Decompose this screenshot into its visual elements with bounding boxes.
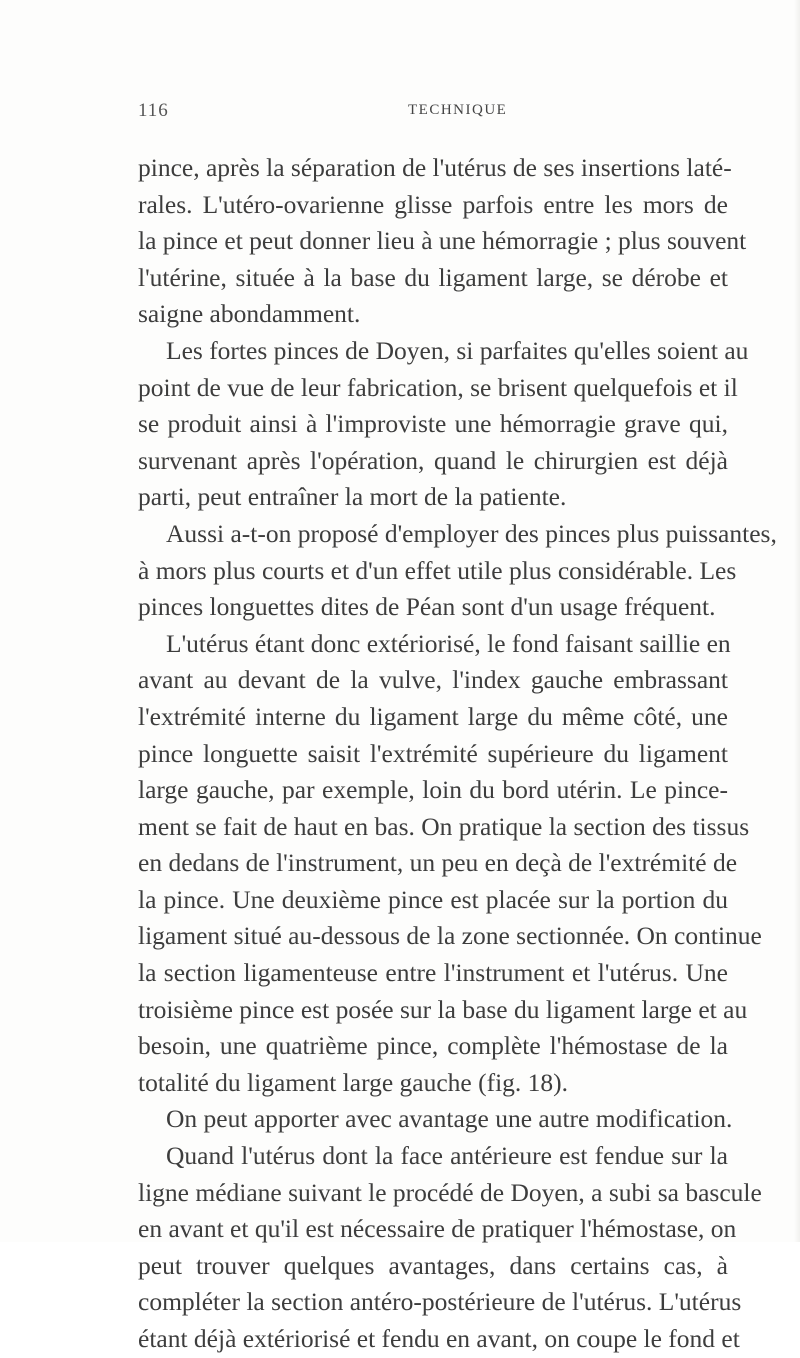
running-title: TECHNIQUE [408, 102, 508, 118]
text-line: l'extrémité interne du ligament large du même côté, une [138, 701, 728, 731]
text-line: Quand l'utérus dont la face antérieure est fendue sur la [166, 1141, 728, 1171]
text-line: Aussi a-t-on proposé d'employer des pinces plus puissantes, [166, 518, 777, 548]
text-line: ligament situé au-dessous de la zone sectionnée. On continue [138, 921, 762, 951]
text-line: rales. L'utéro-ovarienne glisse parfois entre les mors de [138, 189, 728, 219]
text-line: à mors plus courts et d'un effet utile plus considérable. Les [138, 555, 737, 585]
text-line: ligne médiane suivant le procédé de Doyen, a subi sa bascule [138, 1177, 762, 1207]
text-line: point de vue de leur fabrication, se brisent quelquefois et il [138, 372, 738, 402]
page-number: 116 [138, 100, 169, 121]
text-line: besoin, une quatrième pince, complète l'hémostase de la [138, 1031, 728, 1061]
page-header [0, 100, 800, 130]
text-line: la pince et peut donner lieu à une hémorragie ; plus souvent [138, 226, 747, 256]
text-line: compléter la section antéro-postérieure de l'utérus. L'utérus [138, 1287, 742, 1317]
text-line: saigne abondamment. [138, 299, 361, 329]
text-line: large gauche, par exemple, loin du bord utérin. Le pince- [138, 775, 728, 805]
text-line: avant au devant de la vulve, l'index gauche embrassant [138, 665, 728, 695]
text-line: L'utérus étant donc extériorisé, le fond faisant saillie en [166, 628, 731, 658]
page-edge-shadow [794, 0, 800, 1242]
text-line: Les fortes pinces de Doyen, si parfaites qu'elles soient au [166, 335, 749, 365]
text-line: parti, peut entraîner la mort de la patiente. [138, 482, 567, 512]
text-line: pince, après la séparation de l'utérus de ses insertions laté- [138, 153, 732, 182]
text-line: la pince. Une deuxième pince est placée sur la portion du [138, 884, 728, 914]
text-line: On peut apporter avec avantage une autre modification. [166, 1104, 733, 1134]
body-text [138, 150, 777, 1358]
text-line: troisième pince est posée sur la base du ligament large et au [138, 994, 748, 1024]
text-line: en dedans de l'instrument, un peu en deçà de l'extrémité de [138, 848, 738, 878]
text-line: se produit ainsi à l'improviste une hémorragie grave qui, [138, 409, 728, 439]
text-line: en avant et qu'il est nécessaire de pratiquer l'hémostase, on [138, 1214, 737, 1244]
text-line: la section ligamenteuse entre l'instrument et l'utérus. Une [138, 958, 728, 988]
text-line: pinces longuettes dites de Péan sont d'un usage fréquent. [138, 592, 716, 622]
text-line: pince longuette saisit l'extrémité supérieure du ligament [138, 738, 728, 768]
text-line: étant déjà extériorisé et fendu en avant, on coupe le fond et [138, 1324, 740, 1353]
text-line: totalité du ligament large gauche (fig. 18). [138, 1067, 569, 1097]
text-line: ment se fait de haut en bas. On pratique la section des tissus [138, 811, 750, 841]
text-line: survenant après l'opération, quand le chirurgien est déjà [138, 445, 728, 475]
text-line: l'utérine, située à la base du ligament large, se dérobe et [138, 262, 728, 292]
text-line: peut trouver quelques avantages, dans certains cas, à [138, 1250, 728, 1280]
